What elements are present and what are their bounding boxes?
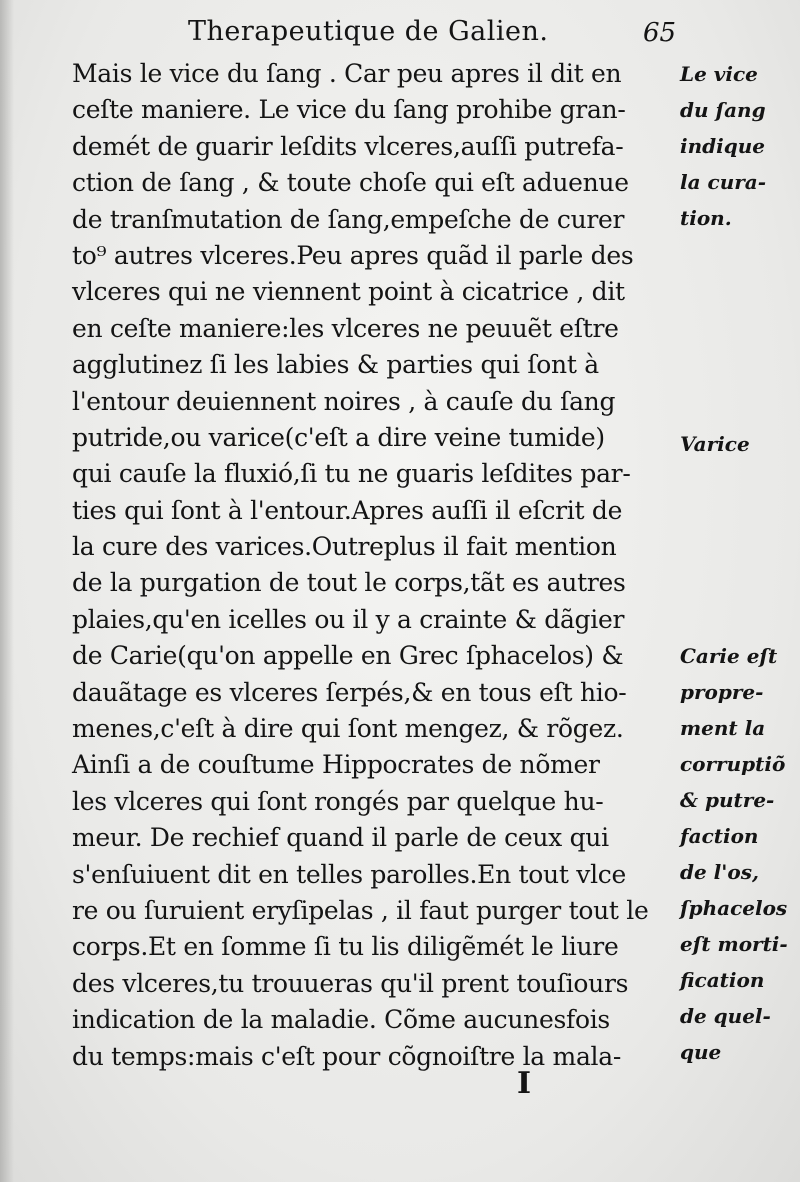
text-line: de tranſmutation de ſang,empeſche de curer bbox=[72, 204, 625, 234]
text-line: du temps:mais c'eſt pour cõgnoiſtre la mala- bbox=[72, 1041, 622, 1071]
body-text bbox=[72, 56, 682, 1075]
text-line: corps.Et en ſomme ſi tu lis diligẽmét le liure bbox=[72, 932, 619, 962]
marginal-note-line: Le vice bbox=[680, 62, 758, 86]
marginal-note-line: eſt morti- bbox=[680, 932, 788, 956]
text-line: Mais le vice du ſang . Car peu apres il dit en bbox=[72, 59, 622, 88]
text-line: dauãtage es vlceres ſerpés,& en tous eſt hio- bbox=[72, 677, 627, 707]
text-line: de Carie(qu'on appelle en Grec ſphacelos) & bbox=[72, 641, 624, 671]
marginal-note-line: faction bbox=[680, 824, 759, 848]
signature-mark: I bbox=[517, 1066, 532, 1101]
text-line: la cure des varices.Outreplus il fait mention bbox=[72, 532, 617, 562]
marginal-note-line: de quel- bbox=[680, 1004, 771, 1028]
marginal-note-line: & putre- bbox=[680, 788, 775, 812]
text-line: re ou ſuruient eryſipelas , il faut purger tout le bbox=[72, 895, 649, 925]
marginal-note-line: corruptiõ bbox=[680, 752, 786, 776]
text-line: des vlceres,tu trouueras qu'il prent touſiours bbox=[72, 968, 629, 998]
text-line: vlceres qui ne viennent point à cicatrice , dit bbox=[72, 277, 625, 307]
text-line: ceſte maniere. Le vice du ſang prohibe gran- bbox=[72, 95, 626, 125]
marginal-note-line: propre- bbox=[680, 680, 764, 704]
marginal-note-line: Varice bbox=[680, 432, 750, 456]
text-line: l'entour deuiennent noires , à cauſe du ſang bbox=[72, 386, 616, 416]
text-line: de la purgation de tout le corps,tãt es autres bbox=[72, 568, 626, 598]
text-line: agglutinez ſi les labies & parties qui ſont à bbox=[72, 350, 599, 380]
marginal-note-line: du ſang bbox=[680, 98, 766, 122]
text-line: to⁹ autres vlceres.Peu apres quãd il parle des bbox=[72, 240, 634, 270]
text-line: plaies,qu'en icelles ou il y a crainte & dãgier bbox=[72, 604, 625, 634]
marginal-note-line: fication bbox=[680, 968, 765, 992]
text-line: qui cauſe la fluxió,ſi tu ne guaris leſdites par- bbox=[72, 459, 631, 489]
text-line: demét de guarir leſdits vlceres,auſſi putrefa- bbox=[72, 131, 624, 161]
text-line: en ceſte maniere:les vlceres ne peuuẽt eſtre bbox=[72, 313, 619, 343]
text-line: putride,ou varice(c'eſt a dire veine tumide) bbox=[72, 422, 605, 452]
marginal-note-line: de l'os, bbox=[680, 860, 759, 884]
marginal-note-line: indique bbox=[680, 134, 765, 158]
text-line: ction de ſang , & toute choſe qui eſt aduenue bbox=[72, 168, 629, 198]
marginal-note-line: que bbox=[680, 1040, 722, 1064]
page-number: 65 bbox=[643, 18, 677, 48]
running-title: Therapeutique de Galien. bbox=[188, 16, 549, 47]
text-line: Ainſi a de couſtume Hippocrates de nõmer bbox=[72, 750, 600, 780]
text-line: menes,c'eſt à dire qui ſont mengez, & rõgez. bbox=[72, 714, 624, 744]
marginal-note-line: Carie eſt bbox=[680, 644, 778, 668]
text-line: meur. De rechief quand il parle de ceux qui bbox=[72, 823, 609, 853]
running-head bbox=[0, 10, 800, 50]
marginal-note-line: ment la bbox=[680, 716, 766, 740]
marginal-note-line: la cura- bbox=[680, 170, 767, 194]
text-line: ties qui ſont à l'entour.Apres auſſi il eſcrit de bbox=[72, 495, 623, 525]
text-line: indication de la maladie. Cõme aucunesfois bbox=[72, 1005, 610, 1035]
marginal-note-line: ſphacelos bbox=[680, 896, 788, 920]
marginal-note-line: tion. bbox=[680, 206, 732, 230]
text-line: s'enſuiuent dit en telles parolles.En tout vlce bbox=[72, 859, 626, 889]
text-line: les vlceres qui ſont rongés par quelque hu- bbox=[72, 786, 604, 816]
